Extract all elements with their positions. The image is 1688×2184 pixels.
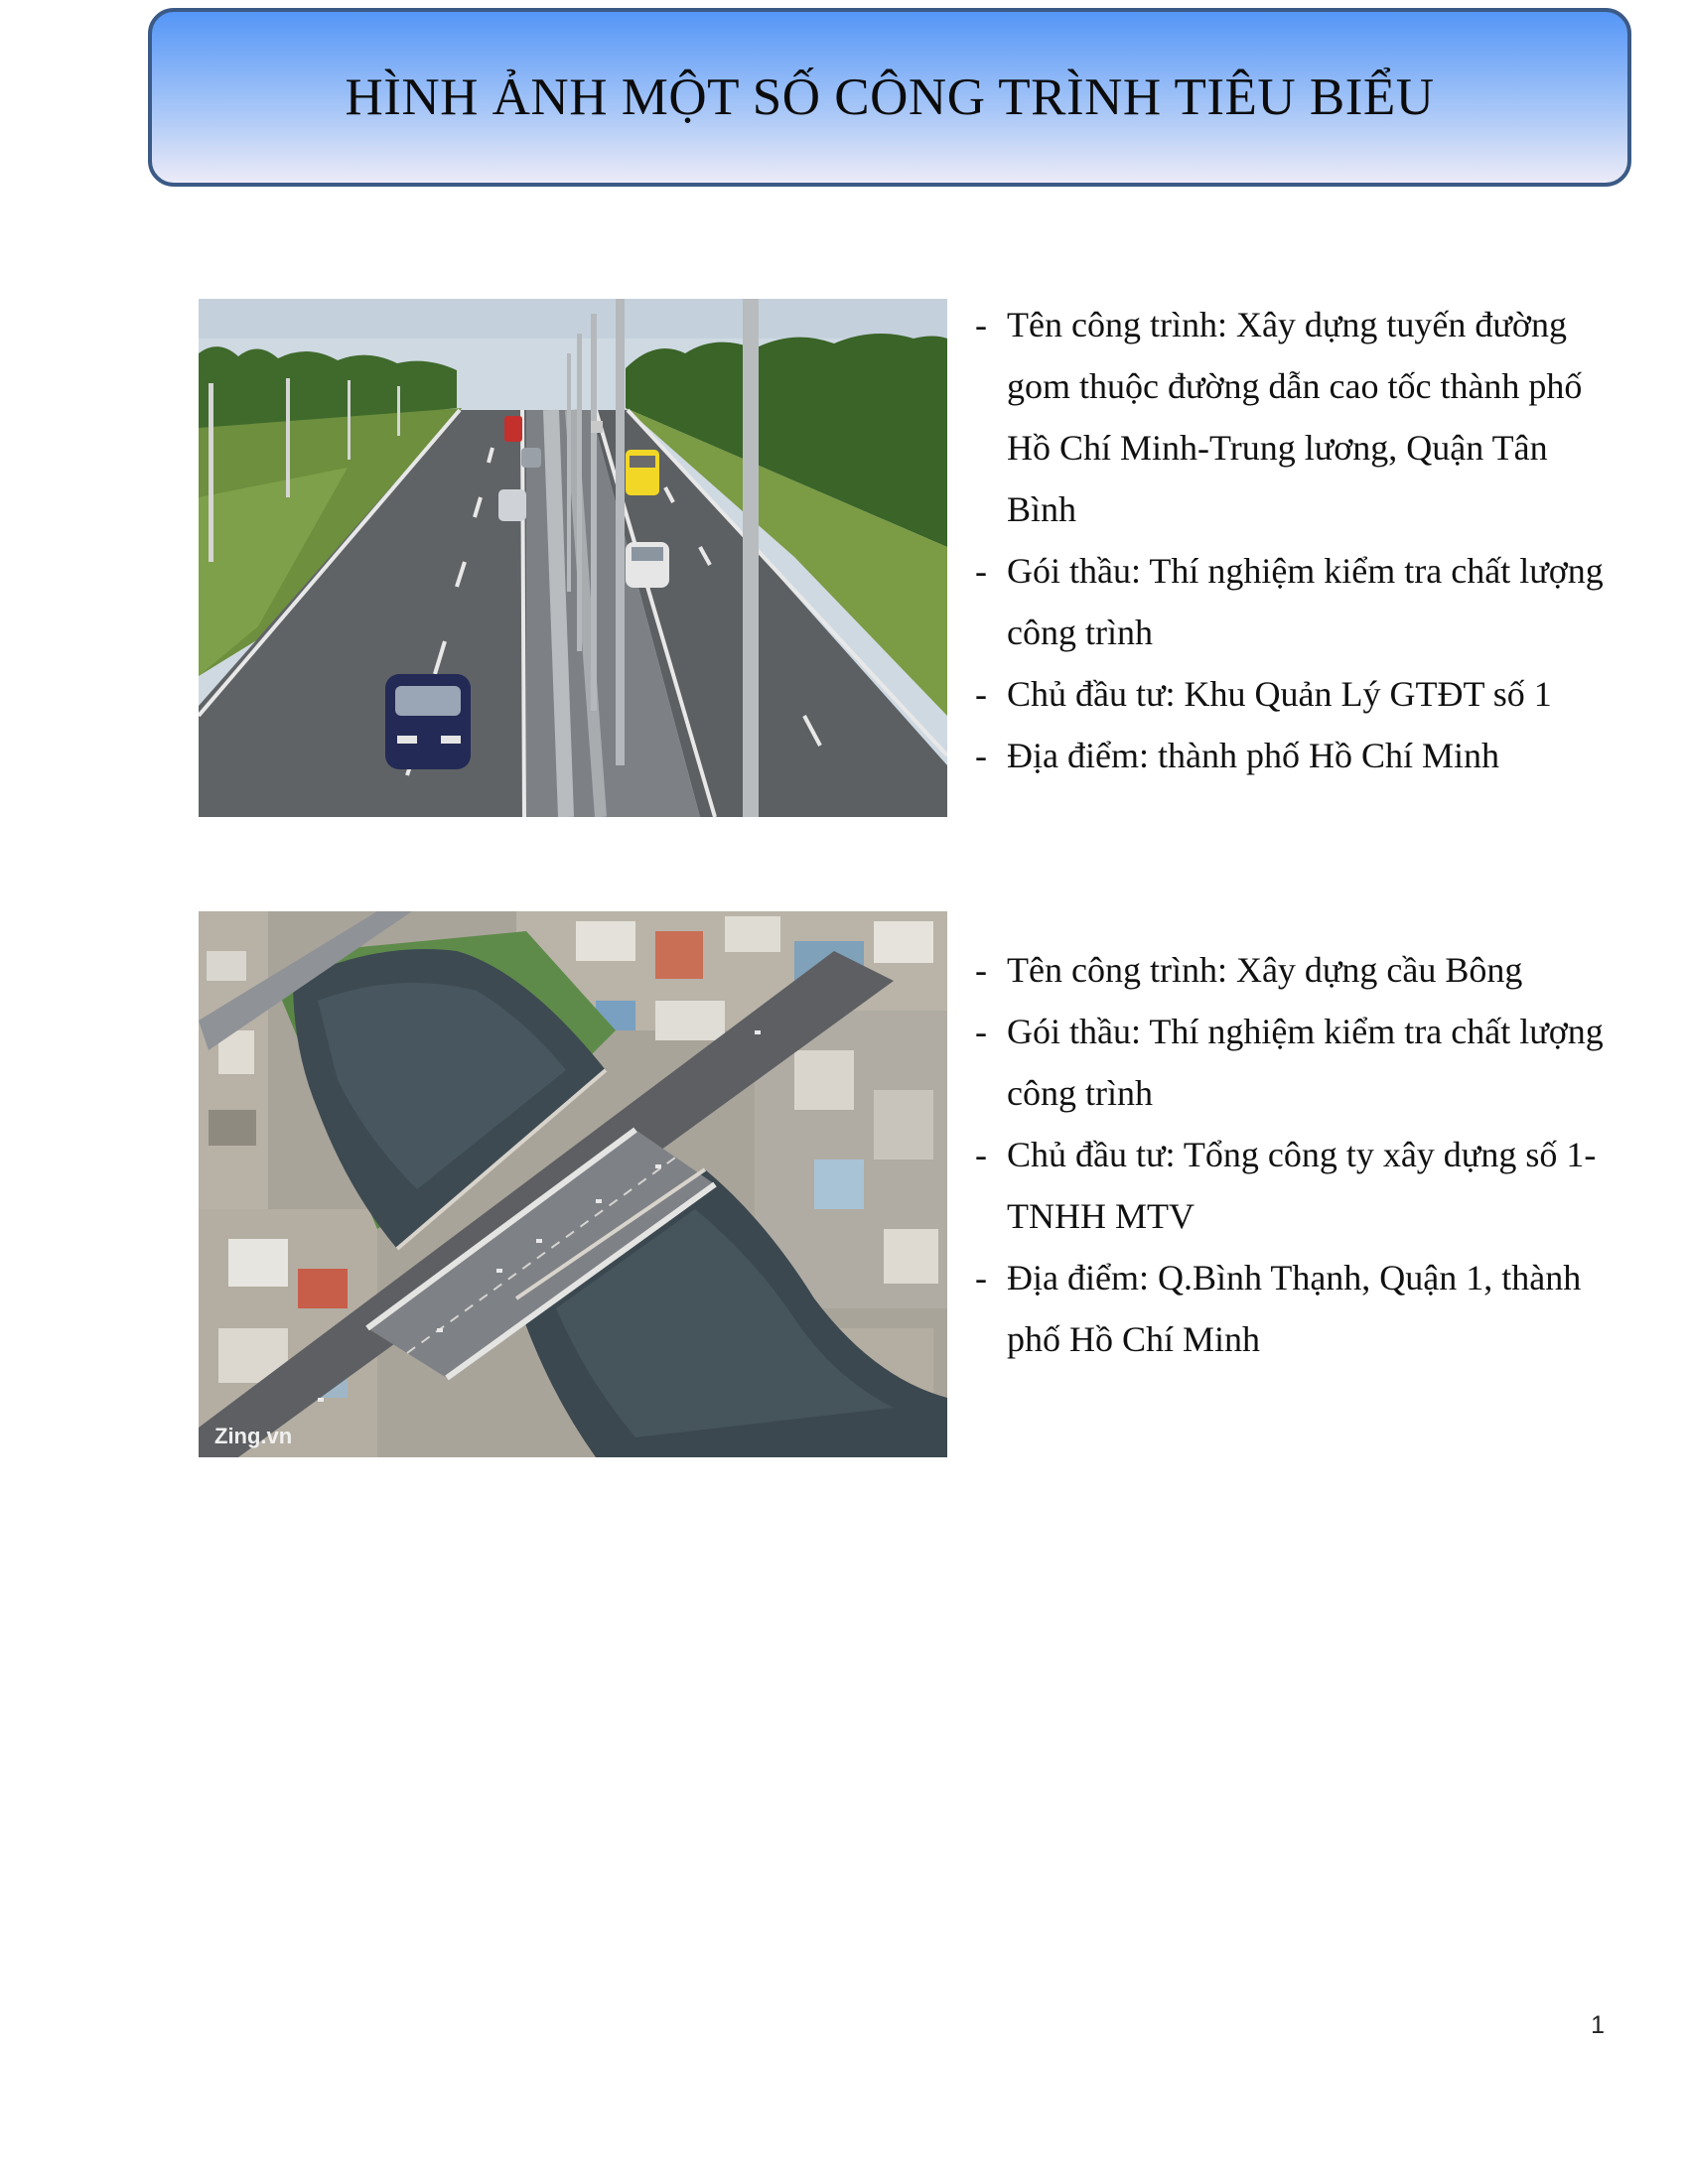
page-title: HÌNH ẢNH MỘT SỐ CÔNG TRÌNH TIÊU BIỂU [345, 68, 1435, 126]
list-bullet: - [975, 950, 987, 990]
detail-location: - Địa điểm: Q.Bình Thạnh, Quận 1, thành phố Hồ Chí Minh [973, 1247, 1609, 1370]
project-details-list [973, 939, 1609, 1370]
detail-package: - Gói thầu: Thí nghiệm kiểm tra chất lượng công trình [973, 1001, 1609, 1124]
list-bullet: - [975, 736, 987, 775]
list-bullet: - [975, 674, 987, 714]
detail-project-name: - Tên công trình: Xây dựng cầu Bông [973, 939, 1609, 1001]
title-banner [148, 8, 1631, 187]
list-bullet: - [975, 1135, 987, 1174]
list-bullet: - [975, 551, 987, 591]
list-bullet: - [975, 1258, 987, 1297]
project-details-list [973, 294, 1609, 786]
page-number: 1 [1591, 2011, 1605, 2039]
highway-photo [199, 299, 947, 817]
zing-watermark: Zing.vn [214, 1424, 293, 1448]
list-bullet: - [975, 1012, 987, 1051]
bridge-photo [199, 911, 947, 1457]
detail-package: - Gói thầu: Thí nghiệm kiểm tra chất lượng công trình [973, 540, 1609, 663]
detail-investor: - Chủ đầu tư: Khu Quản Lý GTĐT số 1 [973, 663, 1609, 725]
list-bullet: - [975, 305, 987, 344]
detail-project-name: - Tên công trình: Xây dựng tuyến đường gom thuộc đường dẫn cao tốc thành phố Hồ Chí Minh-Trung lương, Quận Tân Bình [973, 294, 1609, 540]
detail-location: - Địa điểm: thành phố Hồ Chí Minh [973, 725, 1609, 786]
detail-investor: - Chủ đầu tư: Tổng công ty xây dựng số 1-TNHH MTV [973, 1124, 1609, 1247]
